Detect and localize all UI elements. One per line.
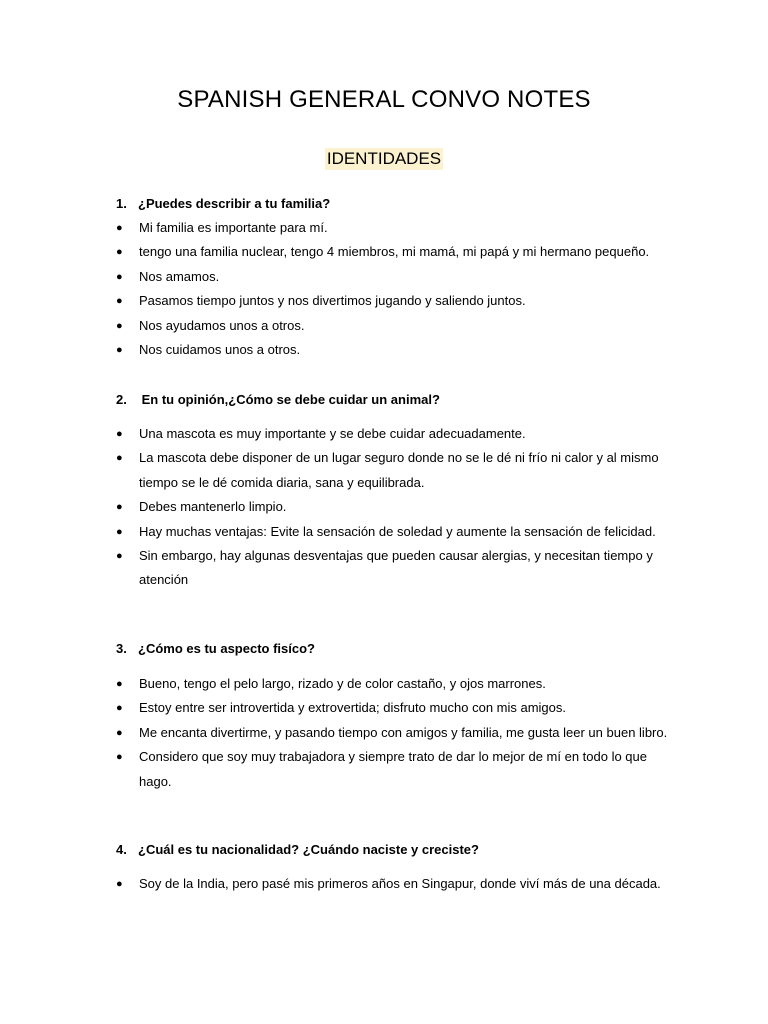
bullet-icon: ● — [116, 678, 123, 690]
question-number: 1. — [116, 196, 127, 211]
list-item: ● tengo una familia nuclear, tengo 4 miembros, mi mamá, mi papá y mi hermano pequeño. — [116, 240, 676, 264]
list-item: ● La mascota debe disponer de un lugar seguro donde no se le dé ni frío ni calor y al mismo tiempo se le dé comida diaria, sana y equilibrada. — [116, 446, 676, 495]
question-number: 2. — [116, 392, 127, 407]
bullet-icon: ● — [116, 270, 123, 283]
question-4 — [116, 842, 479, 857]
list-item: ● Considero que soy muy trabajadora y siempre trato de dar lo mejor de mí en todo lo que hago. — [116, 745, 676, 794]
list-item: ● Estoy entre ser introvertida y extrovertida; disfruto mucho con mis amigos. — [116, 696, 676, 720]
list-item: ● Nos ayudamos unos a otros. — [116, 314, 676, 338]
bullet-icon: ● — [116, 702, 123, 715]
bullet-icon: ● — [116, 525, 123, 538]
list-item: ● Sin embargo, hay algunas desventajas que pueden causar alergias, y necesitan tiempo y atención — [116, 544, 676, 593]
list-item: ● Una mascota es muy importante y se debe cuidar adecuadamente. — [116, 422, 676, 446]
question-text: ¿Puedes describir a tu familia? — [138, 196, 331, 211]
bullet-icon: ● — [116, 319, 123, 332]
list-item: ● Pasamos tiempo juntos y nos divertimos jugando y saliendo juntos. — [116, 289, 676, 313]
bullet-icon: ● — [116, 878, 123, 890]
question-2 — [116, 392, 440, 407]
bullet-icon: ● — [116, 428, 123, 440]
question-1 — [116, 196, 330, 211]
list-item: ● Nos amamos. — [116, 265, 676, 289]
section-heading: IDENTIDADES — [326, 149, 442, 168]
bullet-icon: ● — [116, 751, 123, 764]
question-text: ¿Cuál es tu nacionalidad? ¿Cuándo naciste y creciste? — [138, 842, 479, 857]
bullet-icon: ● — [116, 550, 123, 563]
list-item: ● Mi familia es importante para mí. — [116, 216, 676, 240]
bullet-icon: ● — [116, 246, 123, 259]
question-number: 4. — [116, 842, 127, 857]
bullet-icon: ● — [116, 344, 123, 357]
document-title: SPANISH GENERAL CONVO NOTES — [177, 86, 591, 113]
list-item: ● Hay muchas ventajas: Evite la sensación de soledad y aumente la sensación de felicidad. — [116, 520, 676, 544]
answer-list-4 — [116, 872, 676, 896]
list-item: ● Debes mantenerlo limpio. — [116, 495, 676, 519]
bullet-icon: ● — [116, 222, 123, 234]
answer-list-3 — [116, 672, 676, 794]
list-item: ● Nos cuidamos unos a otros. — [116, 338, 676, 362]
bullet-icon: ● — [116, 452, 123, 465]
bullet-icon: ● — [116, 501, 123, 514]
bullet-icon: ● — [116, 726, 123, 739]
list-item: ● Bueno, tengo el pelo largo, rizado y de color castaño, y ojos marrones. — [116, 672, 676, 696]
section-heading-wrap — [0, 148, 768, 170]
question-3 — [116, 641, 315, 656]
list-item: ● Soy de la India, pero pasé mis primeros años en Singapur, donde viví más de una década. — [116, 872, 676, 896]
question-text: ¿Cómo es tu aspecto fisíco? — [138, 641, 315, 656]
bullet-icon: ● — [116, 295, 123, 308]
answer-list-2 — [116, 422, 676, 593]
question-number: 3. — [116, 641, 127, 656]
question-text: En tu opinión,¿Cómo se debe cuidar un animal? — [138, 392, 440, 407]
answer-list-1 — [116, 216, 676, 362]
list-item: ● Me encanta divertirme, y pasando tiempo con amigos y familia, me gusta leer un buen libro. — [116, 721, 676, 745]
